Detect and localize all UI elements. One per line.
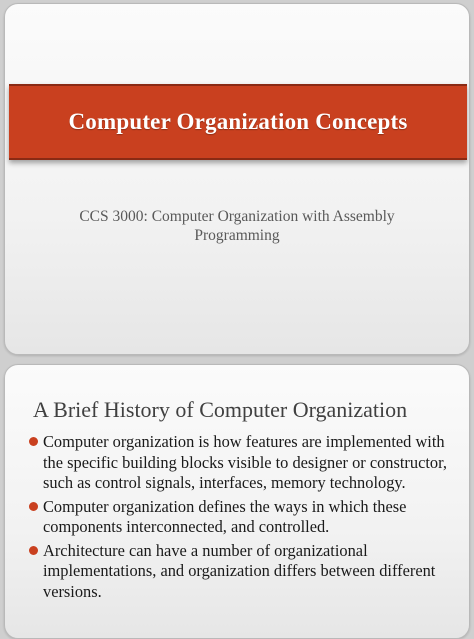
content-slide <box>4 364 470 639</box>
bullet-item <box>29 497 449 538</box>
bullet-item <box>29 432 449 494</box>
bullet-dot-icon <box>29 546 38 555</box>
bullet-item <box>29 541 449 603</box>
slide-heading: A Brief History of Computer Organization <box>33 397 408 422</box>
bullet-dot-icon <box>29 502 38 511</box>
bullet-text: Computer organization is how features are implemented with the specific building blocks visible to designer or constructor, such as control signals, interfaces, memory technology. <box>43 432 448 492</box>
title-slide <box>4 3 470 355</box>
bullet-text: Computer organization defines the ways in which these components interconnected, and controlled. <box>43 496 407 536</box>
bullet-text: Architecture can have a number of organizational implementations, and organization differs between different versions. <box>43 540 436 601</box>
slide-title: Computer Organization Concepts <box>68 109 408 134</box>
slide-subtitle: CCS 3000: Computer Organization with Assembly Programming <box>79 208 395 244</box>
bullet-list <box>29 432 449 605</box>
bullet-dot-icon <box>29 437 38 446</box>
title-band <box>9 84 467 160</box>
